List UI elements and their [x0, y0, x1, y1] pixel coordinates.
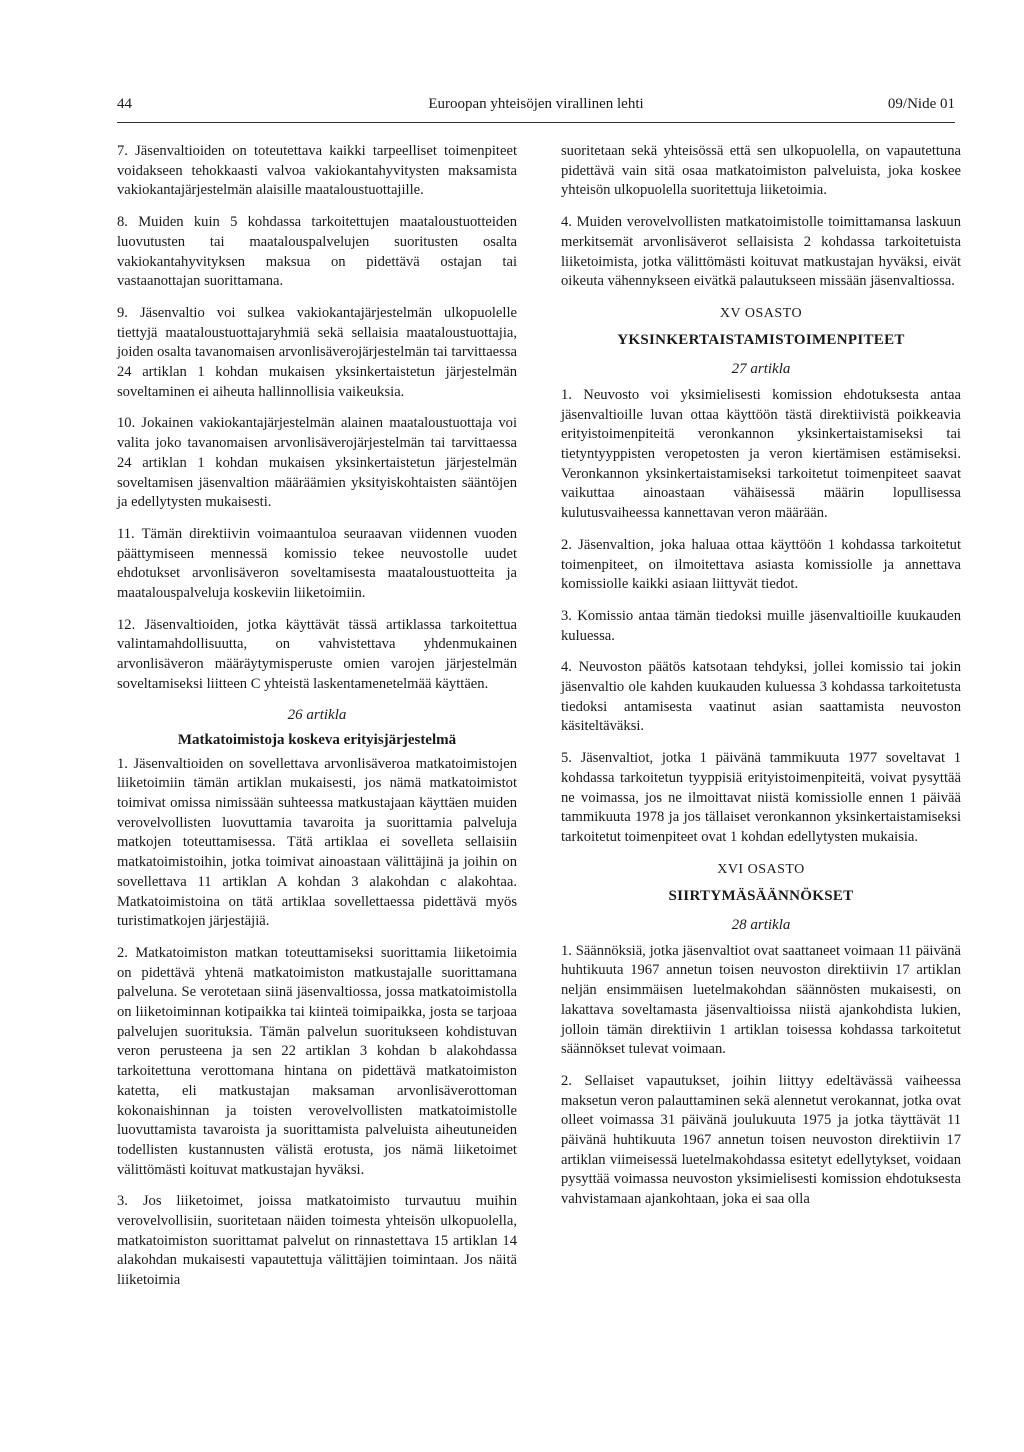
article-28-heading: 28 artikla: [731, 916, 791, 933]
article-26-paragraph-3: 3. Jos liiketoimet, joissa matkatoimisto turvautuu muihin verovelvollisiin, suoritetaan näiden toimesta yhteisön ulkopuolella, matkatoimiston suorittamat palvelut on rinnastettava 15 artiklan 14 alakohdan mukaisesti vapautettuja välittäjien toimintaan. Jos näitä liiketoimia: [117, 1193, 517, 1289]
paragraph-12: 12. Jäsenvaltioiden, jotka käyttävät tässä artiklassa tarkoitettua valintamahdollisuutta, on vahvistettava yhdenmukainen arvonlisäveron määräytymisperuste omien varojen järjestelmän soveltamiseksi liitteen C yhteistä laskentamenetelmää käyttäen.: [117, 616, 517, 692]
article-27-paragraph-4: 4. Neuvoston päätös katsotaan tehdyksi, jollei komissio tai jokin jäsenvaltio ole kahden kuukauden kuluessa 3 kohdassa tarkoitetusta tiedoksi antamisesta vaatinut asian saattamista neuvoston käsiteltäväksi.: [561, 659, 961, 735]
article-28-paragraph-1: 1. Säännöksiä, jotka jäsenvaltiot ovat saattaneet voimaan 11 päivänä huhtikuuta 1967 annetun toisen neuvoston direktiivin 17 artiklan neljän ensimmäisen luetelmakohdan säännösten mukaisesti, on lakattava soveltamasta jäsenvaltioissa niistä ajankohdista lukien, jolloin tämän direktiivin 1 artiklan toisessa kohdassa tarkoitetut säännökset tulevat voimaan.: [561, 942, 961, 1058]
header-rule: [117, 122, 955, 123]
paragraph-11: 11. Tämän direktiivin voimaantuloa seuraavan viidennen vuoden päättymiseen mennessä komissio tekee neuvostolle uudet ehdotukset arvonlisäveron soveltamisesta maataloustuotteita ja maatalouspalveluja koskeviin liiketoimiin.: [117, 525, 517, 602]
article-27-paragraph-5: 5. Jäsenvaltiot, jotka 1 päivänä tammikuuta 1977 soveltavat 1 kohdassa tarkoitetun tyyppisiä erityistoimenpiteitä, voivat pysyttää ne voimassa, jos ne ilmoittavat niistä komissiolle ennen 1 päivää tammikuuta 1978 ja jos tällaiset veronkannon yksinkertaistamiseksi tarkoitetut toimenpiteet ovat 1 kohdan edellytysten mukaisia.: [561, 750, 961, 845]
paragraph-10: 10. Jokainen vakiokantajärjestelmän alainen maataloustuottaja voi valita joko tavanomaisen arvonlisäverojärjestelmän tai tarvittaessa 24 artiklan 1 kohdan mukaisen yksinkertaistetun järjestelmän soveltamisen jäsenvaltion määräämien yksityiskohtaisten sääntöjen ja edellytysten mukaisesti.: [117, 415, 517, 511]
article-26-paragraph-3-continued: suoritetaan sekä yhteisössä että sen ulkopuolella, on vapautettuna pidettävä vain sitä osaa matkatoimiston palveluista, joka koskee yhteisön ulkopuolella suoritettuja liiketoimia.: [561, 143, 961, 199]
paragraph-9: 9. Jäsenvaltio voi sulkea vakiokantajärjestelmän ulkopuolelle tiettyjä maataloustuottajaryhmiä sekä sellaisia maataloustuottajia, joiden osalta tavanomaisen arvonlisäverojärjestelmän tai tarvittaessa 24 artiklan 1 kohdan mukaisen yksinkertaistetun järjestelmän soveltaminen ei aiheuta hallinnollisia vaikeuksia.: [117, 304, 517, 400]
article-27-paragraph-3: 3. Komissio antaa tämän tiedoksi muille jäsenvaltioille kuukauden kuluessa.: [561, 607, 961, 644]
article-28-paragraph-2: 2. Sellaiset vapautukset, joihin liittyy edeltävässä vaiheessa maksetun veron palauttaminen sekä alennetut verokannat, jotka ovat olleet voimassa 31 päivänä joulukuuta 1975 ja jotka täyttävät 11 päivänä huhtikuuta 1967 annetun toisen neuvoston direktiivin 17 artiklan viimeisessä luetelmakohdassa esitetyt edellytykset, voidaan pysyttää voimassa neuvoston yksimielisesti komission ehdotuksesta vahvistamaan ajankohtaan, joka ei saa olla: [561, 1072, 961, 1208]
journal-title: Euroopan yhteisöjen virallinen lehti: [428, 96, 644, 112]
article-26-paragraph-4: 4. Muiden verovelvollisten matkatoimistolle toimittamansa laskuun merkitsemät arvonlisäverot sellaisista 2 kohdassa tarkoitetuista liiketoimista, jotka välittömästi koituvat matkustajan hyväksi, eivät oikeuta vähennykseen eivätkä palautukseen missään jäsenvaltiossa.: [561, 214, 961, 290]
article-26-heading: 26 artikla: [287, 706, 347, 723]
section-16-title: SIIRTYMÄSÄÄNNÖKSET: [668, 887, 854, 904]
page-header: [117, 96, 955, 120]
right-column: [561, 142, 961, 1222]
article-26-title: Matkatoimistoja koskeva erityisjärjestelmä: [177, 731, 457, 748]
section-15-heading: XV OSASTO: [719, 305, 803, 321]
article-27-heading: 27 artikla: [731, 360, 791, 377]
document-page: [117, 96, 961, 1416]
section-16-heading: XVI OSASTO: [717, 861, 805, 877]
volume-label: 09/Nide 01: [887, 96, 955, 112]
section-15-title: YKSINKERTAISTAMISTOIMENPITEET: [617, 331, 905, 348]
paragraph-8: 8. Muiden kuin 5 kohdassa tarkoitettujen maataloustuotteiden luovutusten tai maatalouspalvelujen suoritusten osalta vakiokantahyvityksen maksua on pidettävä ostajan tai vastaanottajan suorittamana.: [117, 214, 517, 290]
article-26-paragraph-1: 1. Jäsenvaltioiden on sovellettava arvonlisäveroa matkatoimistojen liiketoimiin tämän artiklan mukaisesti, jos nämä matkatoimistot toimivat omissa nimissään suhteessa matkustajaan käyttäen muiden verovelvollisten luovuttamia tavaroita ja suorittamia palveluja matkojen toteuttamisessa. Tätä artiklaa ei sovelleta sellaisiin matkatoimistoihin, jotka toimivat ainoastaan välittäjinä ja joihin on sovellettava 11 artiklan A kohdan 3 alakohdan c alakohtaa. Matkatoimistoina on tätä artiklaa sovellettaessa pidettävä myös turistimatkojen järjestäjiä.: [117, 755, 517, 930]
article-26-paragraph-2: 2. Matkatoimiston matkan toteuttamiseksi suorittamia liiketoimia on pidettävä yhtenä matkatoimiston matkustajalle suorittamana palveluna. Se verotetaan siinä jäsenvaltiossa, jossa matkatoimistolla on liiketoiminnan kotipaikka tai kiinteä toimipaikka, josta se tarjoaa palvelujen suorituksia. Tämän palvelun suoritukseen kohdistuvan veron perusteena ja sen 22 artiklan 3 kohdan b alakohdassa tarkoitettuna verottomana hintana on pidettävä matkatoimiston katetta, eli matkustajan maksaman arvonlisäverottoman kokonaishinnan ja toisten verovelvollisten matkatoimistolle luovuttamista tavaroista ja suorittamista palveluista aiheutuneiden todellisten kustannusten välistä erotusta, jos nämä liiketoimet välittömästi koituvat matkustajan hyväksi.: [117, 944, 517, 1178]
page-number: 44: [117, 96, 132, 112]
paragraph-7: 7. Jäsenvaltioiden on toteutettava kaikki tarpeelliset toimenpiteet voidakseen tehokkaasti valvoa vakiokantahyvitysten maksamista vakiokantajärjestelmän alaisille maataloustuottajille.: [117, 143, 517, 199]
left-column: [117, 142, 517, 1303]
article-27-paragraph-2: 2. Jäsenvaltion, joka haluaa ottaa käyttöön 1 kohdassa tarkoitetut toimenpiteet, on ilmoitettava asiasta komissiolle ja annettava komissiolle kaikki asiaan liittyvät tiedot.: [561, 536, 961, 593]
article-27-paragraph-1: 1. Neuvosto voi yksimielisesti komission ehdotuksesta antaa jäsenvaltioille luvan ottaa käyttöön tästä direktiivistä poikkeavia erityistoimenpiteitä veronkannon yksinkertaistamiseksi tai tietyntyyppisten veropetosten ja veron kiertämisen estämiseksi. Veronkannon yksinkertaistamiseksi tarkoitetut toimenpiteet saavat vaikuttaa ainoastaan vähäisessä määrin lopullisessa kulutusvaiheessa kannettavan veron määrään.: [561, 386, 961, 522]
